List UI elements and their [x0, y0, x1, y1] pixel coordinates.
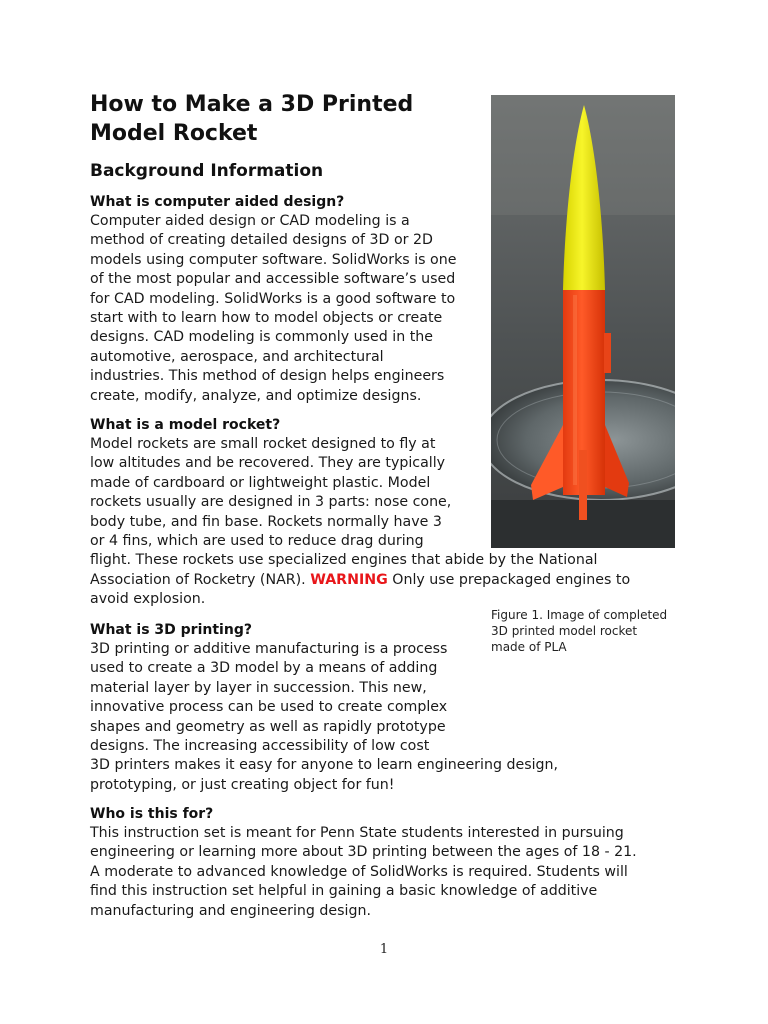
text-line: designs. The increasing accessibility of low cost: [90, 738, 430, 755]
page-number: 1: [379, 942, 389, 957]
text-line: rockets usually are designed in 3 parts: nose cone,: [90, 494, 452, 511]
rocket-photo: [491, 95, 675, 548]
caption-line: 3D printed model rocket: [491, 624, 638, 638]
section-heading: What is computer aided design?: [90, 194, 345, 210]
text-line: material layer by layer in succession. This new,: [90, 679, 427, 696]
text-line: of the most popular and accessible software’s used: [90, 271, 456, 288]
text-line: This instruction set is meant for Penn State students interested in pursuing: [90, 825, 624, 841]
text-line: engineering or learning more about 3D printing between the ages of 18 - 21.: [90, 844, 637, 861]
caption-line: Figure 1. Image of completed: [491, 608, 668, 622]
text-line: or 4 fins, which are used to reduce drag during: [90, 533, 424, 550]
launch-lug: [604, 333, 611, 373]
text-line: low altitudes and be recovered. They are typically: [90, 455, 446, 472]
text-line: Model rockets are small rocket designed to fly at: [90, 436, 436, 452]
text-line: shapes and geometry as well as rapidly prototype: [90, 718, 446, 735]
text-line: start with to learn how to model objects or create: [90, 310, 443, 327]
text-line: used to create a 3D model by a means of adding: [90, 660, 438, 677]
title-line: How to Make a 3D Printed: [90, 92, 414, 117]
section-body: [90, 212, 490, 406]
section-body: [90, 824, 730, 921]
text-segment: Association of Rocketry (NAR).: [90, 571, 311, 588]
section-heading: What is 3D printing?: [90, 622, 252, 638]
text-line: manufacturing and engineering design.: [90, 902, 371, 919]
caption-line: made of PLA: [491, 640, 567, 654]
text-line: models using computer software. SolidWorks is one: [90, 251, 457, 268]
fin-front: [579, 450, 587, 520]
section-audience: [90, 805, 730, 921]
text-line: designs. CAD modeling is commonly used in the: [90, 329, 433, 346]
text-line: 3D printing or additive manufacturing is a process: [90, 641, 448, 657]
text-line: find this instruction set helpful in gaining a basic knowledge of additive: [90, 883, 598, 900]
rocket-illustration: [491, 95, 675, 548]
section-heading: What is a model rocket?: [90, 417, 281, 433]
text-line: 3D printers makes it easy for anyone to learn engineering design,: [90, 757, 559, 774]
warning-label: WARNING: [310, 571, 388, 588]
text-line: for CAD modeling. SolidWorks is a good software to: [90, 290, 456, 307]
text-line: flight. These rockets use specialized engines that abide by the National: [90, 552, 598, 569]
section-cad: [90, 193, 490, 406]
text-line: prototyping, or just creating object for fun!: [90, 776, 395, 793]
figure-caption: [491, 607, 691, 655]
text-line: method of creating detailed designs of 3D or 2D: [90, 232, 433, 249]
text-line: made of cardboard or lightweight plastic. Model: [90, 474, 431, 491]
text-segment: Only use prepackaged engines to: [387, 571, 631, 588]
text-line: Computer aided design or CAD modeling is a: [90, 213, 410, 229]
page-title: [90, 90, 470, 148]
text-line: body tube, and fin base. Rockets normally have 3: [90, 513, 442, 530]
text-line: [90, 571, 690, 590]
text-line: A moderate to advanced knowledge of SolidWorks is required. Students will: [90, 863, 628, 880]
background-heading: Background Information: [90, 161, 324, 181]
text-line: avoid explosion.: [90, 591, 206, 608]
text-line: automotive, aerospace, and architectural: [90, 348, 384, 365]
text-line: industries. This method of design helps engineers: [90, 368, 445, 385]
section-body: [90, 640, 690, 795]
title-line: Model Rocket: [90, 121, 258, 146]
text-line: innovative process can be used to create complex: [90, 699, 448, 716]
text-line: create, modify, analyze, and optimize designs.: [90, 387, 422, 404]
section-heading: Who is this for?: [90, 806, 214, 822]
